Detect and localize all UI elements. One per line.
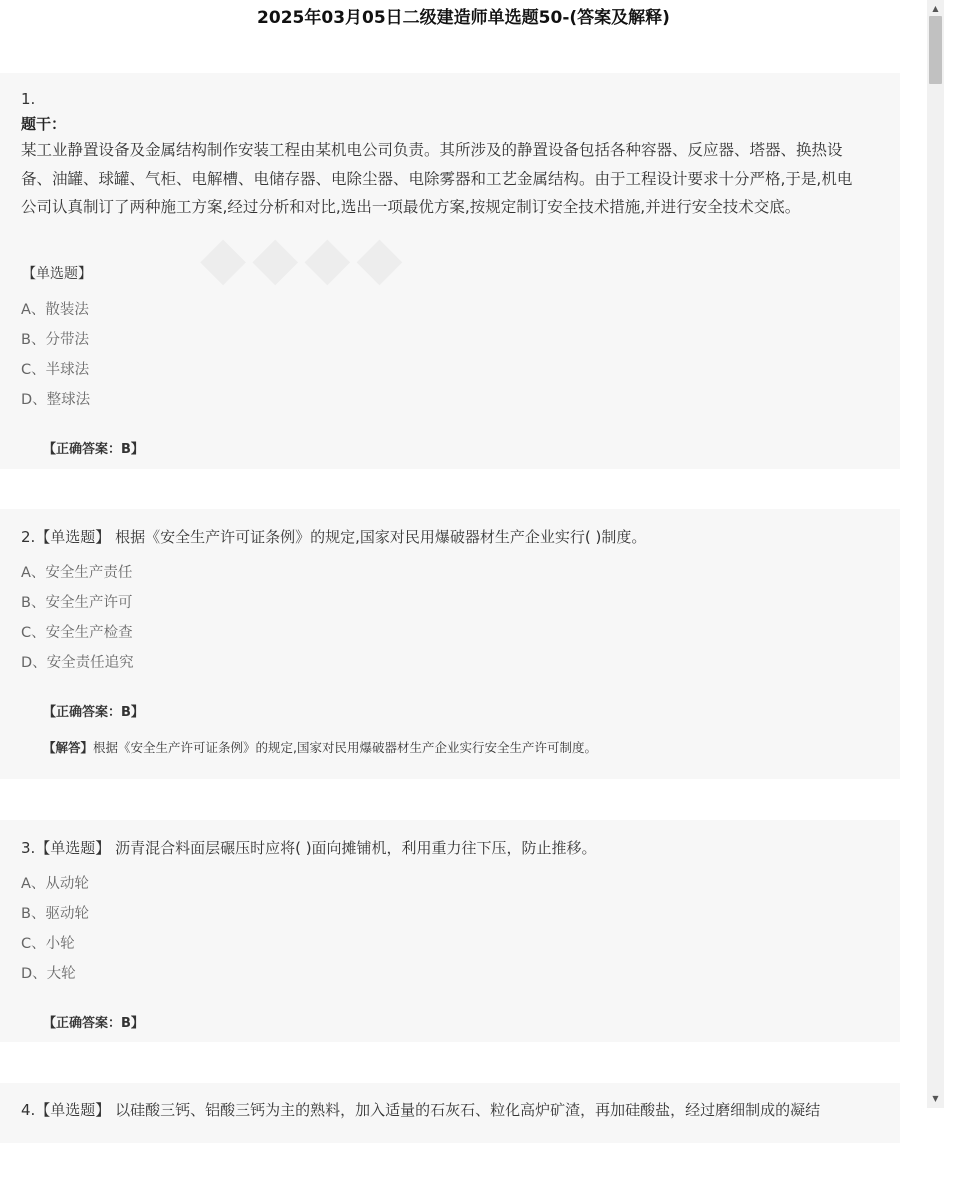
scroll-down-arrow-icon[interactable]: ▼ <box>932 1094 939 1103</box>
scroll-up-arrow-icon[interactable]: ▲ <box>932 4 939 13</box>
option-c[interactable]: C、安全生产检查 <box>21 625 133 641</box>
question-line: 4.【单选题】 以硅酸三钙、铝酸三钙为主的熟料，加入适量的石灰石、粒化高炉矿渣，再加硅酸盐，经过磨细制成的凝结 <box>21 1101 821 1119</box>
question-number: 1. <box>21 90 36 108</box>
question-line: 3.【单选题】 沥青混合料面层碾压时应将( )面向摊铺机，利用重力往下压，防止推移。 <box>21 839 597 857</box>
option-b[interactable]: B、驱动轮 <box>21 906 89 922</box>
correct-answer: 【正确答案：B】 <box>43 705 144 720</box>
option-a[interactable]: A、散装法 <box>21 302 89 318</box>
question-card-3 <box>0 820 900 1042</box>
option-d[interactable]: D、安全责任追究 <box>21 655 134 671</box>
vertical-scrollbar[interactable] <box>927 0 944 1108</box>
option-c[interactable]: C、小轮 <box>21 936 75 952</box>
option-a[interactable]: A、从动轮 <box>21 876 89 892</box>
question-card-1 <box>0 73 900 469</box>
correct-answer: 【正确答案：B】 <box>43 1016 144 1031</box>
option-c[interactable]: C、半球法 <box>21 362 90 378</box>
option-d[interactable]: D、大轮 <box>21 966 76 982</box>
question-card-2 <box>0 509 900 779</box>
question-type-tag: 【单选题】 <box>22 266 92 282</box>
option-d[interactable]: D、整球法 <box>21 392 91 408</box>
page-title: 2025年03月05日二级建造师单选题50-(答案及解释) <box>257 8 670 28</box>
stem-text <box>21 136 883 222</box>
option-b[interactable]: B、安全生产许可 <box>21 595 133 611</box>
question-line: 2.【单选题】 根据《安全生产许可证条例》的规定,国家对民用爆破器材生产企业实行( )制度。 <box>21 528 647 546</box>
option-a[interactable]: A、安全生产责任 <box>21 565 133 581</box>
option-b[interactable]: B、分带法 <box>21 332 89 348</box>
stem-line: 公司认真制订了两种施工方案,经过分析和对比,选出一项最优方案,按规定制订安全技术措施,并进行安全技术交底。 <box>21 198 801 216</box>
question-card-4 <box>0 1083 900 1143</box>
correct-answer: 【正确答案：B】 <box>43 442 144 457</box>
scroll-thumb[interactable] <box>929 16 942 84</box>
analysis-text: 根据《安全生产许可证条例》的规定,国家对民用爆破器材生产企业实行安全生产许可制度。 <box>93 740 597 755</box>
answer-analysis <box>43 738 597 756</box>
stem-line: 某工业静置设备及金属结构制作安装工程由某机电公司负责。其所涉及的静置设备包括各种容器、反应器、塔器、换热设 <box>21 141 843 159</box>
watermark <box>200 223 409 293</box>
analysis-label: 【解答】 <box>43 740 94 755</box>
stem-line: 备、油罐、球罐、气柜、电解槽、电储存器、电除尘器、电除雾器和工艺金属结构。由于工程设计要求十分严格,于是,机电 <box>21 169 853 188</box>
stem-label: 题干： <box>21 115 67 133</box>
